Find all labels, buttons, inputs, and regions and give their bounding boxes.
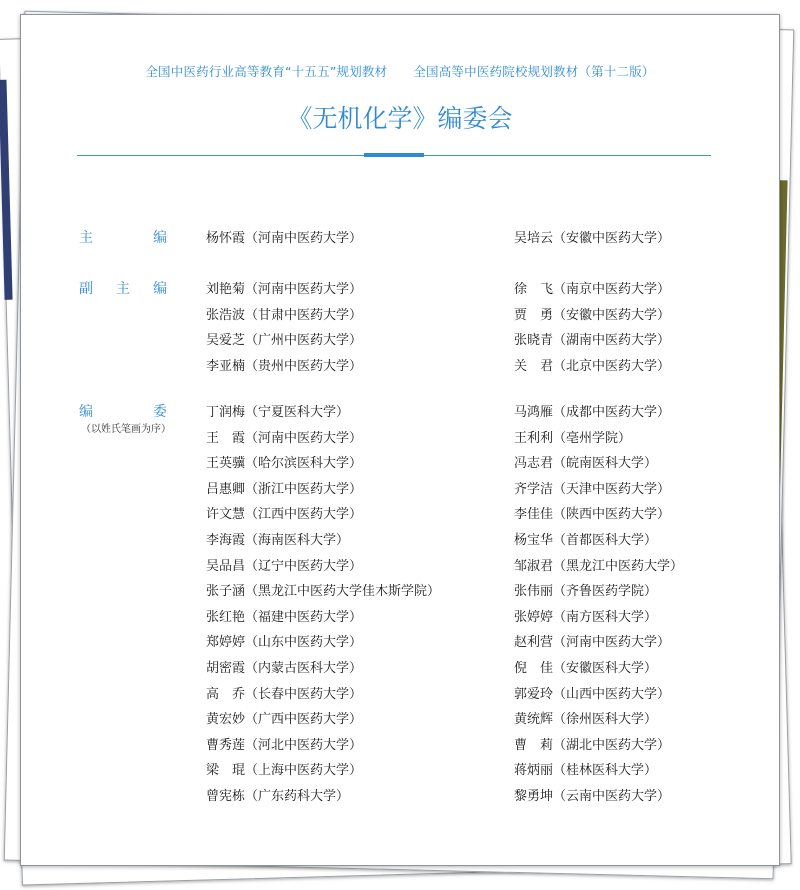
role-editors bbox=[79, 401, 167, 421]
member-entry: 李佳佳（陕西中医药大学） bbox=[514, 507, 671, 523]
title-divider-mark bbox=[364, 153, 424, 157]
member-entry: 高 乔（长春中医药大学） bbox=[206, 686, 363, 702]
series-line bbox=[21, 62, 779, 80]
member-entry: 王利利（亳州学院） bbox=[514, 430, 632, 446]
member-entry: 郭爱玲（山西中医药大学） bbox=[514, 686, 671, 702]
member-entry: 吴爱芝（广州中医药大学） bbox=[206, 333, 363, 349]
role-char: 主 bbox=[79, 230, 93, 246]
role-char: 委 bbox=[153, 404, 167, 420]
member-entry: 张浩波（甘肃中医药大学） bbox=[206, 307, 363, 323]
member-entry: 曹秀莲（河北中医药大学） bbox=[206, 737, 363, 753]
series-right: 全国高等中医药院校规划教材（第十二版） bbox=[413, 64, 655, 79]
member-entry: 丁润梅（宁夏医科大学） bbox=[206, 405, 350, 420]
member-entry: 许文慧（江西中医药大学） bbox=[206, 507, 363, 523]
member-entry: 张伟丽（齐鲁医药学院） bbox=[514, 584, 658, 600]
role-char: 编 bbox=[79, 404, 93, 420]
member-entry: 李海霞（海南医科大学） bbox=[206, 533, 350, 548]
member-entry: 黄统辉（徐州医科大学） bbox=[514, 712, 658, 728]
member-entry: 杨宝华（首都医科大学） bbox=[514, 533, 658, 548]
member-entry: 吕惠卿（浙江中医药大学） bbox=[206, 481, 363, 497]
member-entry: 黄宏妙（广西中医药大学） bbox=[206, 712, 363, 728]
member-entry: 马鸿雁（成都中医药大学） bbox=[514, 405, 671, 420]
member-entry: 吴培云（安徽中医药大学） bbox=[514, 231, 671, 246]
member-entry: 徐 飞（南京中医药大学） bbox=[514, 282, 671, 297]
member-entry: 张子涵（黑龙江中医药大学佳木斯学院） bbox=[206, 584, 441, 600]
member-entry: 邹淑君（黑龙江中医药大学） bbox=[514, 558, 684, 574]
role-deputy bbox=[79, 278, 167, 298]
member-entry: 王 霞（河南中医药大学） bbox=[206, 430, 363, 446]
member-entry: 梁 琨（上海中医药大学） bbox=[206, 763, 363, 779]
member-entry: 齐学洁（天津中医药大学） bbox=[514, 481, 671, 497]
role-note: （以姓氏笔画为序） bbox=[81, 424, 171, 435]
member-entry: 黎勇坤（云南中医药大学） bbox=[514, 789, 671, 804]
member-entry: 胡密霞（内蒙古医科大学） bbox=[206, 661, 363, 676]
member-entry: 吴品昌（辽宁中医药大学） bbox=[206, 558, 363, 574]
member-entry: 赵利营（河南中医药大学） bbox=[514, 635, 671, 651]
member-entry: 曹 莉（湖北中医药大学） bbox=[514, 737, 671, 753]
member-entry: 蒋炳丽（桂林医科大学） bbox=[514, 763, 658, 779]
member-entry: 曾宪栋（广东药科大学） bbox=[206, 789, 350, 804]
back-sheet-edge-left bbox=[0, 80, 13, 300]
role-char: 编 bbox=[153, 230, 167, 246]
member-entry: 张婷婷（南方医科大学） bbox=[514, 609, 658, 625]
role-char: 主 bbox=[116, 281, 130, 297]
member-entry: 杨怀霞（河南中医药大学） bbox=[206, 231, 363, 246]
member-entry: 王英骥（哈尔滨医科大学） bbox=[206, 456, 363, 472]
member-entry: 倪 佳（安徽医科大学） bbox=[514, 661, 658, 676]
page-title: 《无机化学》编委会 bbox=[287, 104, 513, 133]
member-entry: 李亚楠（贵州中医药大学） bbox=[206, 358, 363, 374]
member-entry: 贾 勇（安徽中医药大学） bbox=[514, 307, 671, 323]
role-chief bbox=[79, 227, 167, 247]
member-entry: 张晓青（湖南中医药大学） bbox=[514, 333, 671, 349]
series-left: 全国中医药行业高等教育“十五五”规划教材 bbox=[145, 64, 388, 79]
member-entry: 冯志君（皖南医科大学） bbox=[514, 456, 658, 472]
member-entry: 关 君（北京中医药大学） bbox=[514, 358, 671, 374]
role-char: 编 bbox=[153, 281, 167, 297]
role-char: 副 bbox=[79, 281, 93, 297]
member-entry: 郑婷婷（山东中医药大学） bbox=[206, 635, 363, 651]
member-entry: 刘艳菊（河南中医药大学） bbox=[206, 282, 363, 297]
front-page bbox=[20, 14, 780, 866]
member-entry: 张红艳（福建中医药大学） bbox=[206, 609, 363, 625]
